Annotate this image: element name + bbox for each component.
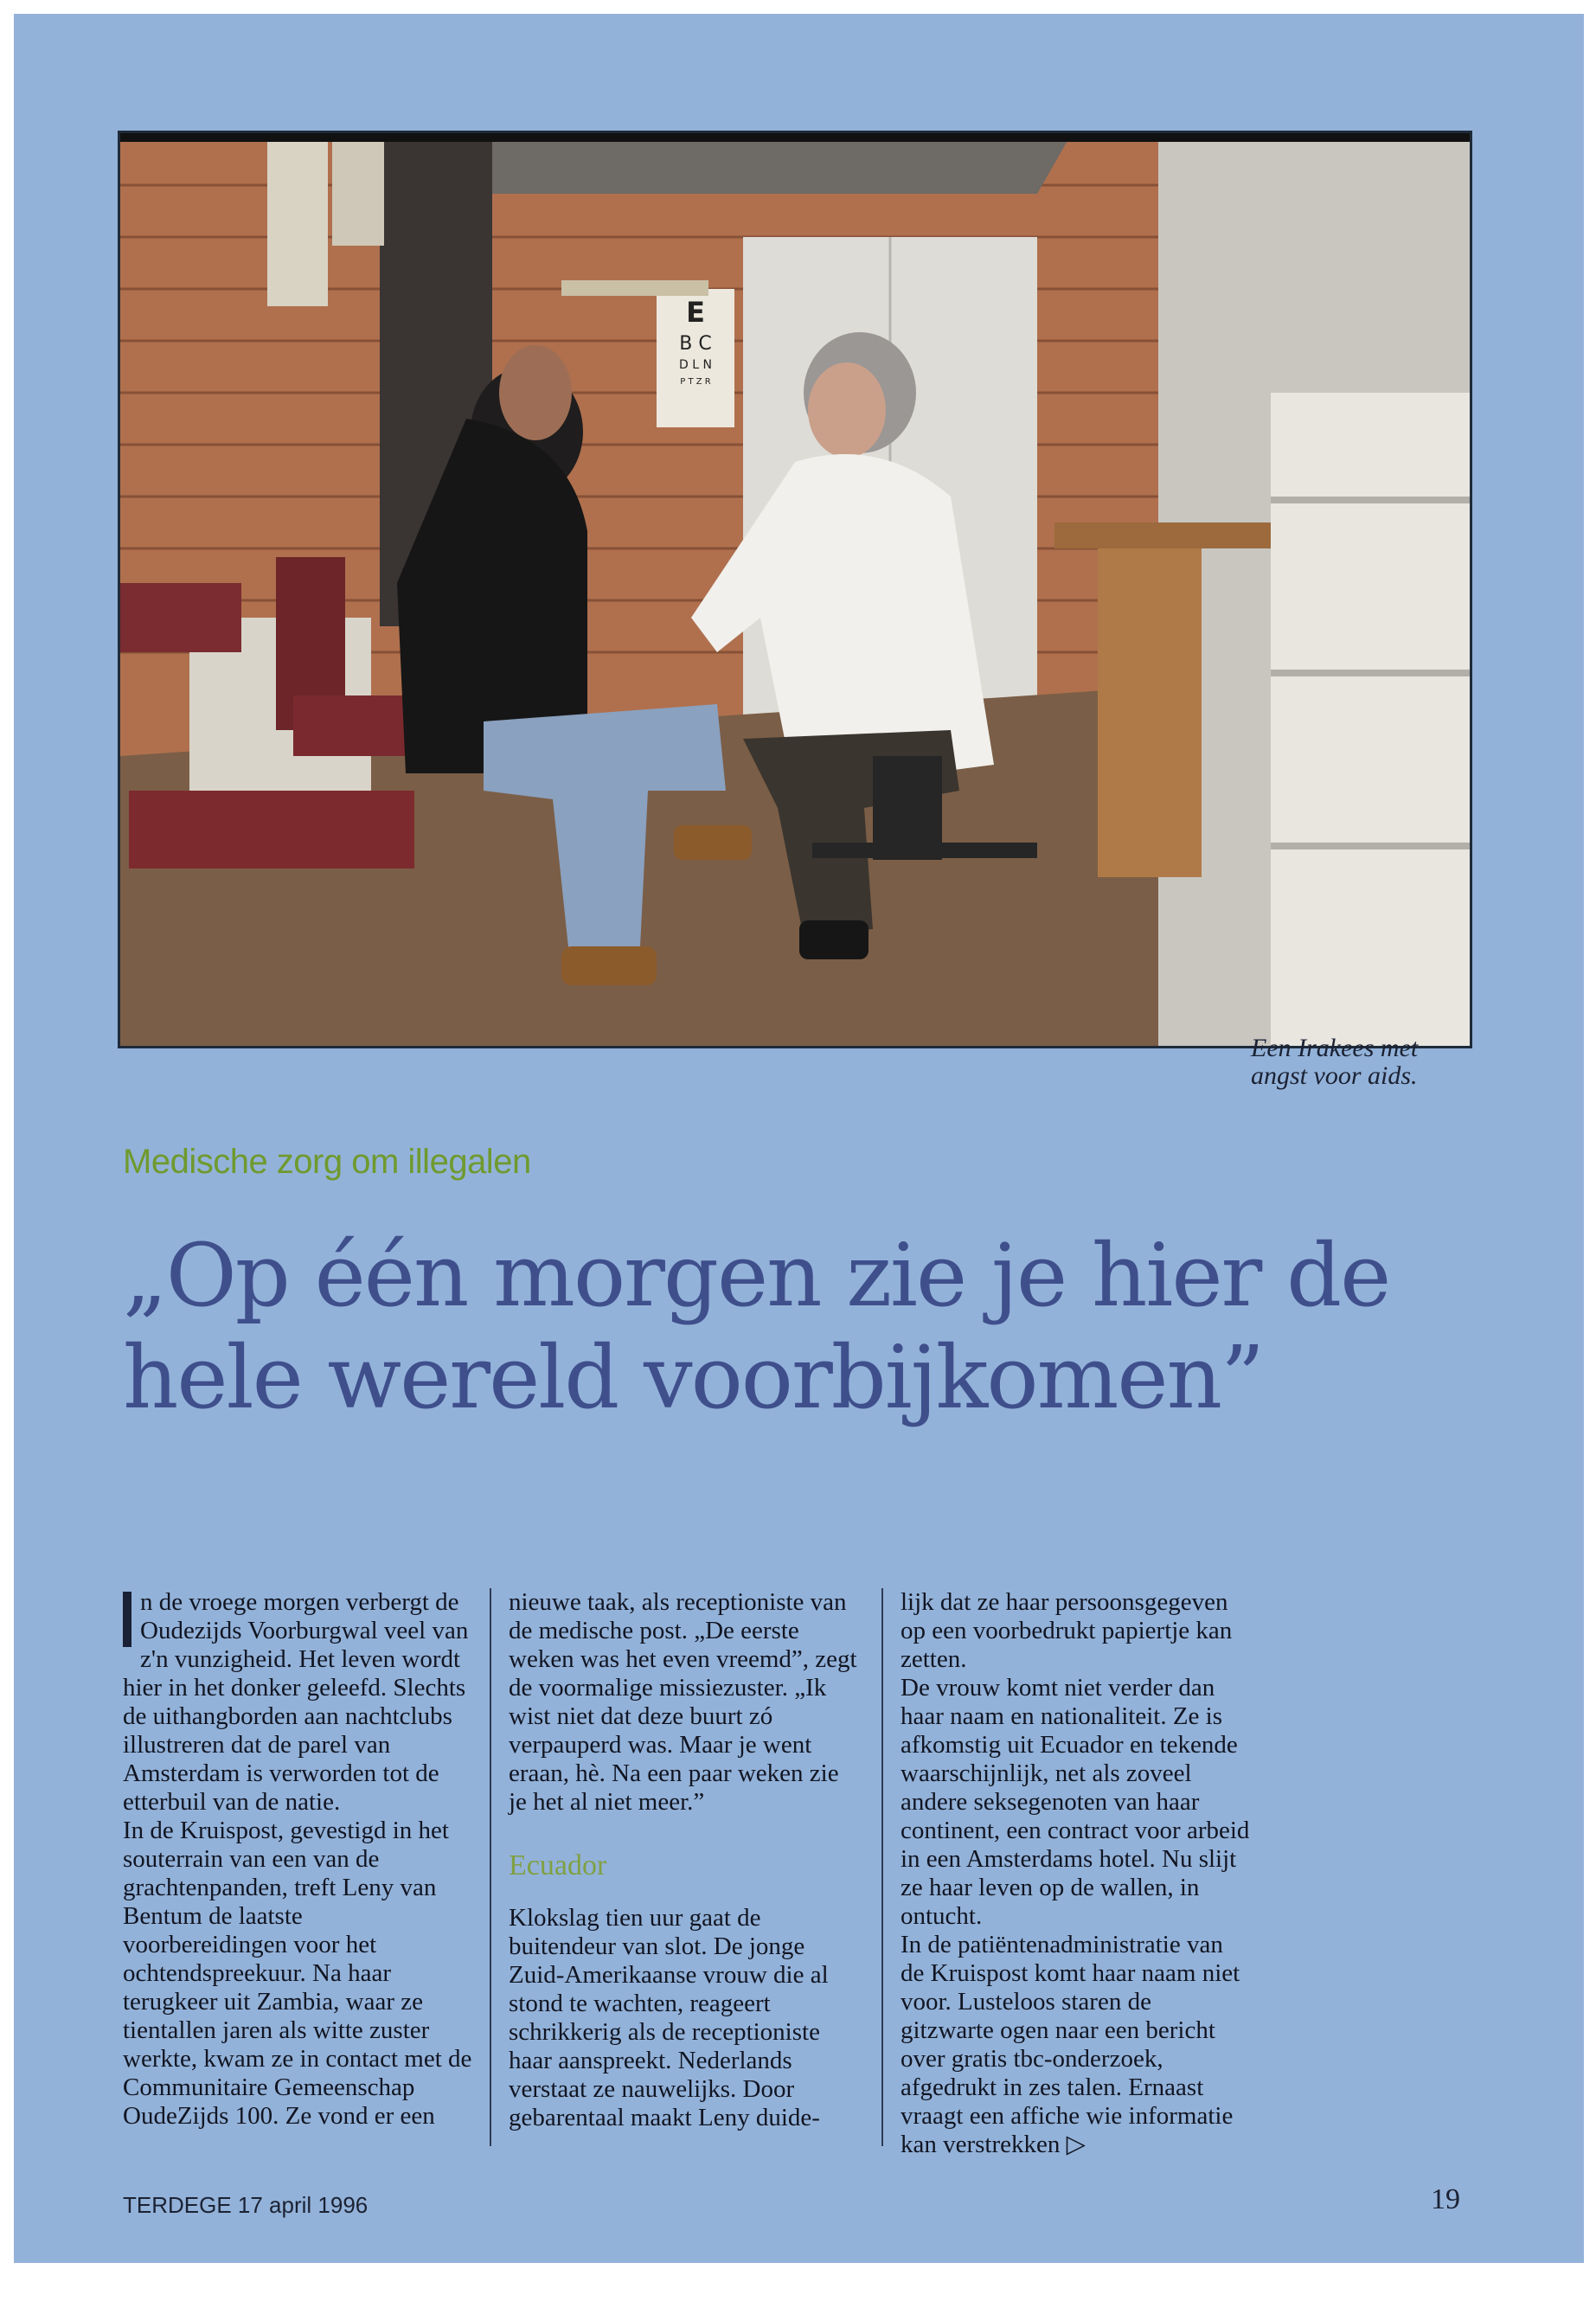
column-divider bbox=[881, 1588, 883, 2146]
paragraph: lijk dat ze haar persoonsgegeven op een voorbedrukt papiertje kan zetten. bbox=[901, 1588, 1233, 1673]
column-divider bbox=[490, 1588, 491, 2146]
paragraph: De vrouw komt niet verder dan haar naam en nationaliteit. Ze is afkomstig uit Ecuador en tekende waarschijnlijk, net als zoveel andere seksegenoten van haar continent, een contract voor arbeid in een Amsterdams hotel. Nu slijt ze haar leven op de wallen, in ontucht. bbox=[901, 1674, 1250, 1930]
article-column-3 bbox=[901, 1588, 1251, 2159]
article-photo bbox=[118, 131, 1472, 1048]
eye-chart-line-1: E bbox=[686, 296, 705, 329]
publication-footer: TERDEGE 17 april 1996 bbox=[123, 2192, 369, 2218]
article-column-2 bbox=[509, 1588, 859, 2132]
eye-chart-line-4: P T Z R bbox=[680, 377, 711, 387]
section-kicker: Medische zorg om illegalen bbox=[123, 1143, 531, 1181]
subheading: Ecuador bbox=[509, 1849, 607, 1881]
photo-caption: Een Irakees met angst voor aids. bbox=[1251, 1034, 1419, 1090]
article-headline: „Op één morgen zie je hier de hele wereld voorbijkomen” bbox=[123, 1225, 1390, 1428]
article-column-1 bbox=[123, 1588, 473, 2131]
paragraph: Klokslag tien uur gaat de buitendeur van slot. De jonge Zuid-Amerikaanse vrouw die al stond te wachten, reageert schrikkerig als de receptioniste haar aanspreekt. Nederlands verstaat ze nauwelijks. Door gebarentaal maakt Leny duide- bbox=[509, 1904, 829, 2131]
drop-cap-bar bbox=[123, 1592, 131, 1647]
page-number: 19 bbox=[1431, 2183, 1460, 2215]
eye-chart-line-2: B C bbox=[679, 333, 712, 355]
paragraph: In de patiëntenadministratie van de Kruispost komt haar naam niet voor. Lusteloos staren de gitzwarte ogen naar een bericht over gratis tbc-onderzoek, afgedrukt in zes talen. Ernaast vraagt een affiche wie informatie kan verstrekken ▷ bbox=[901, 1931, 1240, 2158]
eye-chart-line-3: D L N bbox=[679, 358, 712, 372]
paragraph: n de vroege morgen verbergt de Oudezijds Voorburgwal veel van z'n vunzigheid. Het leven wordt hier in het donker geleefd. Slechts de uithangborden aan nachtclubs illustreren dat de parel van Amsterdam is verworden tot de etterbuil van de natie. bbox=[123, 1588, 469, 1816]
paragraph: nieuwe taak, als receptioniste van de medische post. „De eerste weken was het even vreemd”, zegt de voormalige missiezuster. „Ik wist niet dat deze buurt zó verpauperd was. Maar je went eraan, hè. Na een paar weken zie je het al niet meer.” bbox=[509, 1588, 857, 1816]
clinic-scene-illustration bbox=[120, 133, 1470, 1046]
paragraph: In de Kruispost, gevestigd in het souterrain van een van de grachtenpanden, treft Leny van Bentum de laatste voorbereidingen voor het ochtendspreekuur. Na haar terugkeer uit Zambia, waar ze tientallen jaren als witte zuster werkte, kwam ze in contact met de Communitaire Gemeenschap OudeZijds 100. Ze vond er een bbox=[123, 1817, 472, 2130]
magazine-page bbox=[14, 14, 1584, 2263]
